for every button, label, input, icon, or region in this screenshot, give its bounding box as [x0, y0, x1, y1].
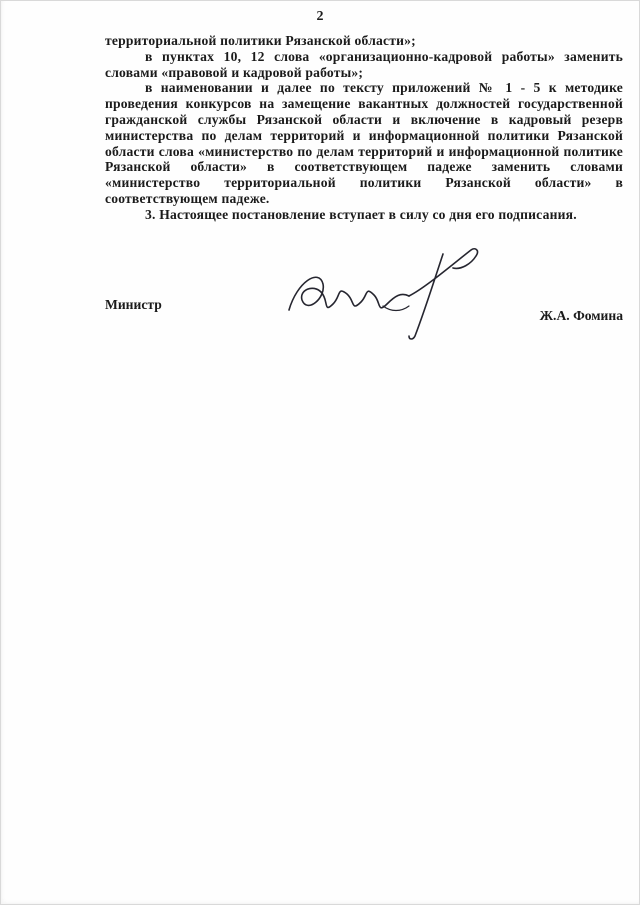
- paragraph: в наименовании и далее по тексту приложений № 1 - 5 к методике проведения конкурсов на замещение вакантных должностей государственной гражданской службы Рязанской области и включение в кадровый резерв министерства по делам территорий и информационной политики Рязанской области слова «министерство по делам территорий и информационной политике Рязанской области» в соответствующем падеже заменить словами «министерство территориальной политики Рязанской области» в соответствующем падеже.: [105, 80, 623, 206]
- document-body: [105, 33, 623, 223]
- signer-title: Министр: [105, 297, 162, 312]
- paragraph: территориальной политики Рязанской области»;: [105, 33, 416, 48]
- signer-name: Ж.А. Фомина: [539, 308, 623, 323]
- paragraph: в пунктах 10, 12 слова «организационно-кадровой работы» заменить словами «правовой и кадровой работы»;: [105, 48, 623, 80]
- signature-block: [105, 240, 623, 350]
- page-number: 2: [316, 9, 324, 24]
- paragraph: 3. Настоящее постановление вступает в силу со дня его подписания.: [145, 206, 577, 222]
- handwritten-signature: [275, 248, 505, 343]
